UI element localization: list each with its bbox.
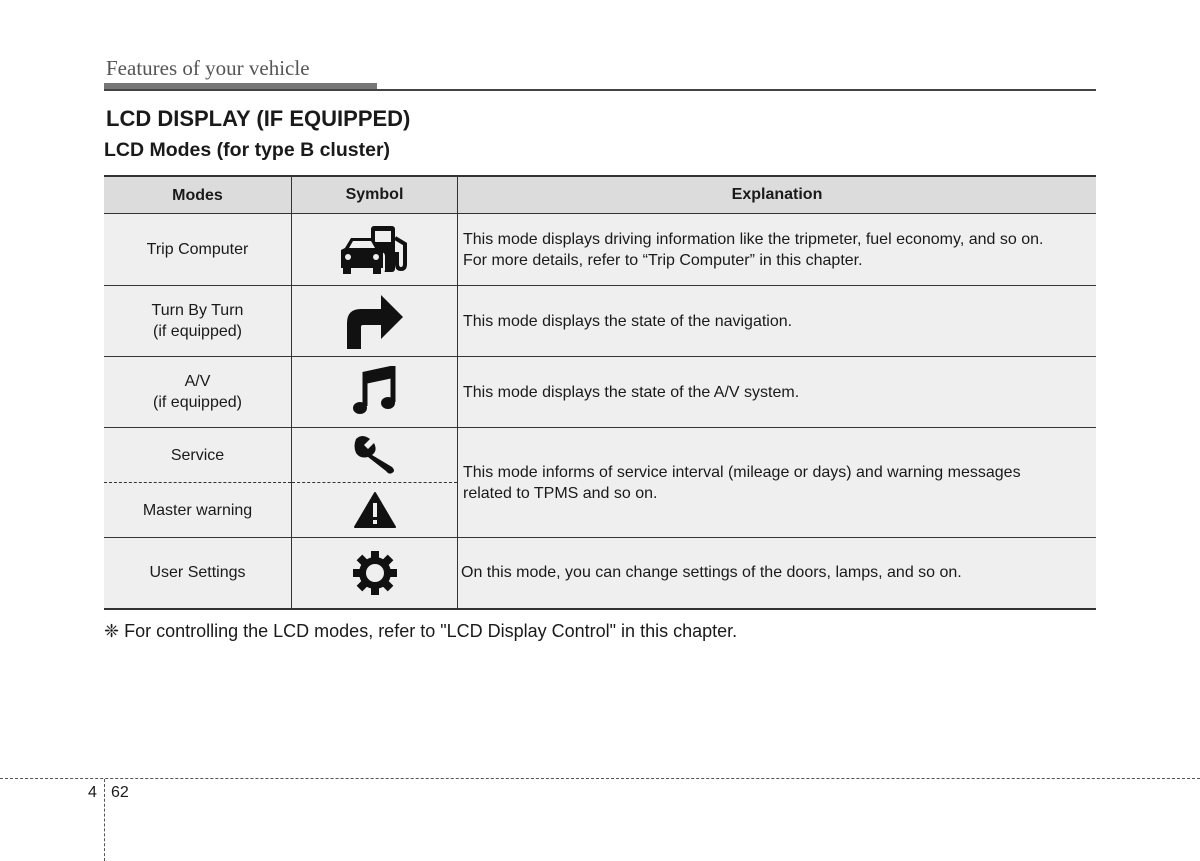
mode-label: Service (170, 446, 225, 464)
mode-label: User Settings (149, 564, 246, 582)
mode-note: (if equipped) (153, 323, 242, 340)
music-note-icon (353, 366, 397, 418)
table-row (104, 357, 1096, 428)
header-modes: Modes (104, 176, 292, 214)
footnote: ❈ For controlling the LCD modes, refer to "LCD Display Control" in this chapter. (104, 621, 738, 641)
turn-right-arrow-icon (345, 293, 405, 349)
mode-cell (104, 214, 292, 286)
explanation-cell (458, 357, 1097, 428)
explanation-line: For more details, refer to “Trip Computer” in this chapter. (463, 251, 863, 269)
symbol-cell (292, 538, 458, 609)
explanation-cell (458, 286, 1097, 357)
mode-note: (if equipped) (153, 394, 242, 411)
mode-cell (104, 357, 292, 428)
mode-cell (104, 538, 292, 609)
gear-icon (351, 549, 399, 597)
table-row (104, 214, 1096, 286)
explanation-cell (458, 428, 1097, 538)
symbol-cell (292, 286, 458, 357)
footer-divider (104, 779, 105, 861)
mode-label: Master warning (142, 501, 253, 519)
page-number: 62 (111, 784, 129, 801)
explanation-line: This mode displays the state of the navigation. (463, 312, 793, 330)
explanation-line: On this mode, you can change settings of the doors, lamps, and so on. (461, 564, 962, 582)
symbol-cell (292, 483, 458, 538)
explanation-line: related to TPMS and so on. (463, 484, 658, 502)
wrench-icon (352, 435, 398, 475)
symbol-cell (292, 357, 458, 428)
table-header-row (104, 176, 1096, 214)
table-row (104, 286, 1096, 357)
explanation-line: This mode informs of service interval (mileage or days) and warning messages (463, 463, 1021, 481)
section-title: LCD DISPLAY (IF EQUIPPED) (106, 106, 411, 131)
warning-triangle-icon (353, 491, 397, 529)
lcd-modes-table (104, 175, 1096, 610)
symbol-cell (292, 428, 458, 483)
page-header-title: Features of your vehicle (106, 56, 310, 80)
mode-cell (104, 428, 292, 483)
header-rule (104, 89, 1096, 91)
footer-rule (0, 778, 1200, 779)
explanation-cell (458, 214, 1097, 286)
table-row (104, 428, 1096, 483)
symbol-cell (292, 214, 458, 286)
mode-label: Turn By Turn (151, 302, 244, 319)
page-chapter: 4 (88, 784, 97, 801)
table-row (104, 538, 1096, 609)
mode-cell (104, 286, 292, 357)
fuel-pump-car-icon (339, 224, 411, 276)
explanation-line: This mode displays driving information like the tripmeter, fuel economy, and so on. (463, 230, 1044, 248)
mode-label: Trip Computer (146, 241, 249, 258)
sub-title: LCD Modes (for type B cluster) (104, 139, 391, 161)
header-symbol: Symbol (292, 176, 458, 214)
explanation-line: This mode displays the state of the A/V system. (463, 383, 800, 401)
mode-cell (104, 483, 292, 538)
mode-label: A/V (184, 373, 211, 390)
explanation-cell (458, 538, 1097, 609)
header-explanation: Explanation (458, 176, 1097, 214)
